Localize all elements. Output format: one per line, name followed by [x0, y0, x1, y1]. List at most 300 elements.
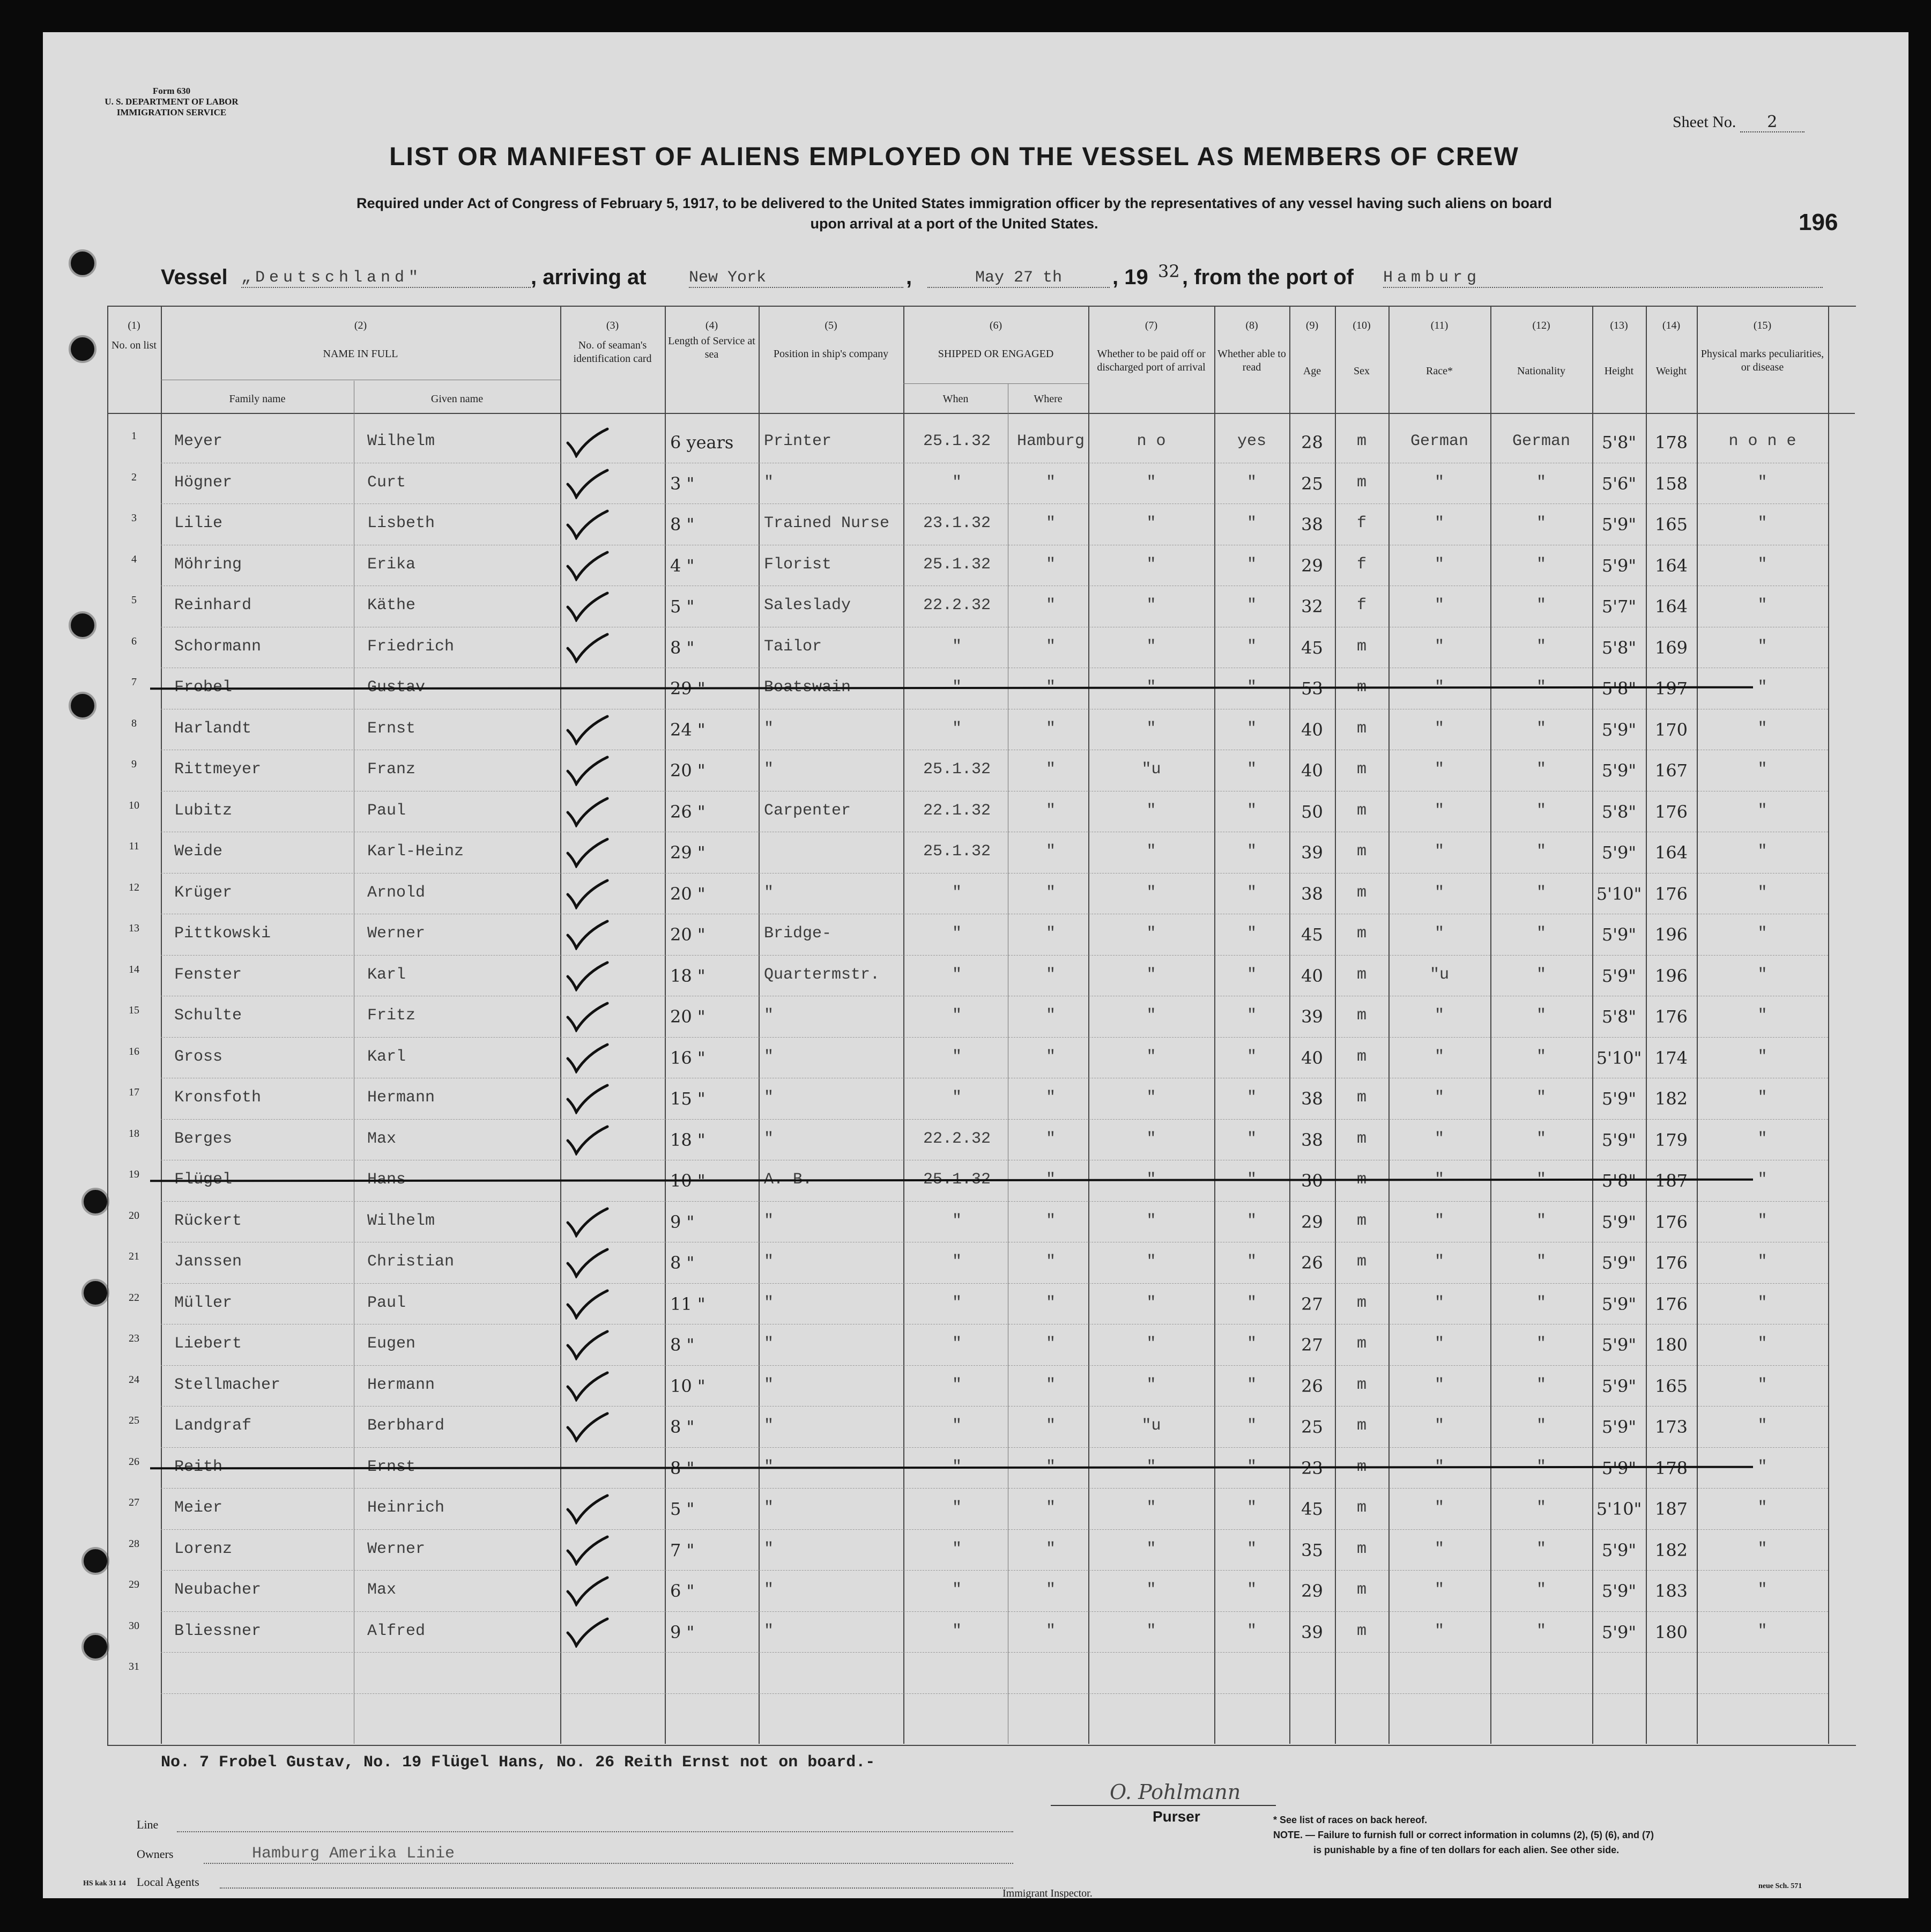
cell-given: Berbhard	[367, 1417, 445, 1435]
cell-family: Weide	[174, 842, 223, 861]
line-field	[177, 1831, 1013, 1832]
row-rule	[161, 873, 1828, 874]
punch-hole	[69, 692, 96, 720]
cell-family: Reith	[174, 1457, 223, 1476]
cell-given: Käthe	[367, 596, 416, 615]
cell-race: "u	[1429, 965, 1449, 984]
col-header-height: (13) Height	[1604, 320, 1634, 377]
cell-position: "	[764, 1375, 774, 1394]
cell-position: A. B.	[764, 1171, 813, 1189]
cell-when: "	[952, 1539, 962, 1558]
col-header-position: (5) Position in ship's company	[773, 320, 889, 360]
cell-read: "	[1246, 514, 1257, 532]
cell-service: 7 "	[670, 1539, 695, 1560]
cell-paid: "	[1146, 1581, 1156, 1599]
corner-code-right: neue Sch. 571	[1758, 1882, 1802, 1890]
cell-nationality: "	[1536, 1047, 1546, 1066]
cell-family: Rittmeyer	[174, 760, 262, 779]
row-rule	[161, 1693, 1828, 1694]
col-header-nationality: (12) Nationality	[1517, 320, 1565, 377]
col-header-when: When	[942, 393, 969, 405]
cell-race: German	[1410, 432, 1469, 450]
cell-family: Reinhard	[174, 596, 252, 615]
cell-nationality: "	[1536, 1581, 1546, 1599]
cell-where: "	[1045, 514, 1056, 532]
checkmark-icon	[566, 1411, 610, 1442]
cell-family: Landgraf	[174, 1417, 252, 1435]
row-number: 11	[129, 840, 139, 852]
cell-height: 5'8"	[1601, 678, 1637, 699]
cell-paid: "u	[1141, 760, 1161, 779]
cell-sex: m	[1356, 1581, 1366, 1599]
cell-height: 5'9"	[1601, 1129, 1637, 1150]
cell-race: "	[1434, 1211, 1444, 1230]
cell-nationality: "	[1536, 1006, 1546, 1025]
cell-position: Saleslady	[764, 596, 851, 615]
cell-service: 29 "	[670, 678, 705, 699]
cell-sex: m	[1356, 965, 1366, 984]
cell-position: Quartermstr.	[764, 965, 880, 984]
cell-service: 9 "	[670, 1211, 695, 1232]
cell-service: 10 "	[670, 1375, 705, 1396]
cell-service: 3 "	[670, 473, 695, 494]
cell-marks: "	[1757, 883, 1767, 902]
cell-weight: 180	[1654, 1335, 1688, 1355]
cell-position: Carpenter	[764, 801, 851, 820]
cell-paid: "	[1146, 1089, 1156, 1107]
cell-height: 5'8"	[1601, 432, 1637, 453]
cell-nationality: "	[1536, 1171, 1546, 1189]
row-rule	[161, 1037, 1828, 1038]
cell-service: 18 "	[670, 965, 705, 986]
stamp-number: 196	[1799, 209, 1838, 235]
cell-sex: m	[1356, 473, 1366, 492]
cell-where: "	[1045, 596, 1056, 615]
cell-when: 25.1.32	[923, 1171, 991, 1189]
cell-weight: 176	[1654, 883, 1688, 904]
cell-marks: "	[1757, 842, 1767, 861]
checkmark-icon	[566, 427, 610, 458]
cell-paid: "	[1146, 1457, 1156, 1476]
cell-race: "	[1434, 596, 1444, 615]
cell-nationality: "	[1536, 801, 1546, 820]
cell-paid: "	[1146, 1293, 1156, 1312]
cell-weight: 197	[1654, 678, 1688, 699]
cell-read: "	[1246, 555, 1257, 574]
cell-service: 10 "	[670, 1171, 705, 1191]
cell-read: "	[1246, 1375, 1257, 1394]
cell-height: 5'9"	[1601, 1457, 1637, 1478]
cell-position: "	[764, 719, 774, 738]
cell-age: 28	[1301, 432, 1323, 453]
cell-age: 45	[1301, 924, 1323, 945]
cell-height: 5'10"	[1596, 1499, 1642, 1519]
cell-marks: "	[1757, 924, 1767, 943]
cell-paid: "	[1146, 1253, 1156, 1271]
punch-hole	[69, 335, 96, 363]
cell-paid: "	[1146, 1335, 1156, 1353]
checkmark-icon	[566, 1083, 610, 1114]
cell-age: 39	[1301, 1006, 1323, 1027]
row-number: 30	[129, 1619, 139, 1632]
col-header-no: (1) No. on list	[112, 320, 157, 351]
cell-nationality: "	[1536, 842, 1546, 861]
cell-read: "	[1246, 1089, 1257, 1107]
cell-when: "	[952, 1417, 962, 1435]
footnotes	[1273, 1812, 1890, 1857]
cell-marks: "	[1757, 1539, 1767, 1558]
cell-service: 24 "	[670, 719, 705, 740]
cell-weight: 176	[1654, 1006, 1688, 1027]
arriving-label: , arriving at	[531, 265, 647, 289]
cell-paid: "	[1146, 1171, 1156, 1189]
cell-position: "	[764, 1253, 774, 1271]
cell-when: "	[952, 678, 962, 697]
cell-marks: "	[1757, 514, 1767, 532]
cell-when: 25.1.32	[923, 842, 991, 861]
col-header-shipped: (6) SHIPPED OR ENGAGED	[938, 320, 1054, 360]
cell-paid: "	[1146, 719, 1156, 738]
cell-paid: "	[1146, 596, 1156, 615]
cell-height: 5'9"	[1601, 1539, 1637, 1560]
cell-age: 27	[1301, 1335, 1323, 1355]
cell-family: Meier	[174, 1499, 223, 1517]
cell-weight: 183	[1654, 1581, 1688, 1601]
cell-where: "	[1045, 1417, 1056, 1435]
row-number: 4	[131, 553, 137, 565]
cell-height: 5'8"	[1601, 1006, 1637, 1027]
cell-weight: 178	[1654, 1457, 1688, 1478]
cell-sex: m	[1356, 801, 1366, 820]
cell-paid: "	[1146, 473, 1156, 492]
cell-read: "	[1246, 965, 1257, 984]
cell-sex: m	[1356, 1211, 1366, 1230]
cell-age: 27	[1301, 1293, 1323, 1314]
cell-paid: "	[1146, 1047, 1156, 1066]
row-number: 29	[129, 1579, 139, 1590]
cell-given: Paul	[367, 1293, 406, 1312]
cell-given: Franz	[367, 760, 416, 779]
cell-read: "	[1246, 1335, 1257, 1353]
cell-race: "	[1434, 1457, 1444, 1476]
cell-paid: "	[1146, 678, 1156, 697]
checkmark-icon	[566, 919, 610, 950]
checkmark-icon	[566, 1617, 610, 1648]
cell-height: 5'9"	[1601, 1293, 1637, 1314]
cell-age: 40	[1301, 965, 1323, 986]
cell-marks: "	[1757, 1335, 1767, 1353]
row-rule	[161, 1652, 1828, 1653]
cell-where: "	[1045, 678, 1056, 697]
row-rule	[161, 1570, 1828, 1571]
cell-age: 53	[1301, 678, 1323, 699]
cell-position: "	[764, 1622, 774, 1640]
cell-given: Werner	[367, 924, 426, 943]
cell-when: 25.1.32	[923, 555, 991, 574]
cell-nationality: "	[1536, 555, 1546, 574]
cell-race: "	[1434, 1417, 1444, 1435]
cell-service: 8 "	[670, 637, 695, 658]
cell-nationality: "	[1536, 1457, 1546, 1476]
cell-age: 39	[1301, 1622, 1323, 1642]
cell-when: "	[952, 1006, 962, 1025]
cell-when: "	[952, 1211, 962, 1230]
sheet-number-block	[1673, 113, 1804, 132]
sheet-label: Sheet No.	[1673, 113, 1736, 131]
checkmark-icon	[566, 1535, 610, 1566]
cell-weight: 176	[1654, 1253, 1688, 1273]
department-name: U. S. DEPARTMENT OF LABOR	[105, 97, 239, 107]
cell-service: 8 "	[670, 1253, 695, 1273]
cell-nationality: "	[1536, 924, 1546, 943]
form-number: Form 630	[152, 86, 191, 96]
row-number: 25	[129, 1415, 139, 1426]
cell-marks: "	[1757, 637, 1767, 656]
cell-given: Hermann	[367, 1089, 435, 1107]
cell-read: "	[1246, 1211, 1257, 1230]
page-subtitle	[177, 193, 1732, 234]
row-rule	[161, 1447, 1828, 1448]
cell-marks: "	[1757, 801, 1767, 820]
cell-read: "	[1246, 1499, 1257, 1517]
cell-height: 5'9"	[1601, 760, 1637, 781]
cell-paid: "	[1146, 555, 1156, 574]
cell-read: "	[1246, 842, 1257, 861]
cell-paid: "	[1146, 514, 1156, 532]
cell-when: "	[952, 473, 962, 492]
cell-age: 45	[1301, 637, 1323, 658]
cell-race: "	[1434, 555, 1444, 574]
row-number: 9	[131, 758, 137, 770]
col-header-id-card: (3) No. of seaman's identification card	[573, 320, 652, 365]
page-title: LIST OR MANIFEST OF ALIENS EMPLOYED ON THE VESSEL AS MEMBERS OF CREW	[389, 143, 1519, 171]
cell-weight: 165	[1654, 1375, 1688, 1396]
checkmark-icon	[566, 1575, 610, 1607]
cell-age: 38	[1301, 514, 1323, 535]
cell-height: 5'9"	[1601, 1581, 1637, 1601]
cell-service: 26 "	[670, 801, 705, 822]
checkmark-icon	[566, 1329, 610, 1360]
cell-height: 5'9"	[1601, 1417, 1637, 1437]
row-number: 5	[131, 594, 137, 606]
cell-when: "	[952, 1499, 962, 1517]
cell-paid: "	[1146, 1499, 1156, 1517]
cell-nationality: "	[1536, 1539, 1546, 1558]
cell-service: 4 "	[670, 555, 695, 576]
cell-given: Paul	[367, 801, 406, 820]
row-number: 28	[129, 1537, 139, 1550]
cell-family: Möhring	[174, 555, 242, 574]
cell-weight: 170	[1654, 719, 1688, 740]
cell-nationality: "	[1536, 1375, 1546, 1394]
cell-service: 16 "	[670, 1047, 705, 1068]
cell-nationality: "	[1536, 1499, 1546, 1517]
cell-read: "	[1246, 596, 1257, 615]
cell-age: 25	[1301, 1417, 1323, 1437]
cell-sex: m	[1356, 1622, 1366, 1640]
cell-read: "	[1246, 1417, 1257, 1435]
cell-when: "	[952, 924, 962, 943]
purser-signature: O. Pohlmann	[1110, 1780, 1241, 1804]
comma-separator: ,	[906, 265, 912, 289]
cell-sex: m	[1356, 1006, 1366, 1025]
manifest-sheet	[43, 32, 1908, 1898]
checkmark-icon	[566, 960, 610, 991]
row-number: 7	[131, 676, 137, 688]
from-label: , from the port of	[1182, 265, 1354, 289]
cell-position: Tailor	[764, 637, 822, 656]
cell-paid: "	[1146, 1622, 1156, 1640]
cell-race: "	[1434, 1335, 1444, 1353]
cell-when: "	[952, 719, 962, 738]
punch-hole	[81, 1633, 109, 1661]
checkmark-icon	[566, 509, 610, 540]
row-number: 18	[129, 1127, 139, 1139]
cell-position: "	[764, 1417, 774, 1435]
cell-given: Alfred	[367, 1622, 426, 1640]
cell-paid: "	[1146, 842, 1156, 861]
row-number: 16	[129, 1045, 139, 1057]
col-header-marks: (15) Physical marks peculiarities, or disease	[1700, 320, 1824, 373]
arrival-date: May 27 th	[927, 269, 1110, 288]
cell-read: "	[1246, 801, 1257, 820]
cell-marks: "	[1757, 1253, 1767, 1271]
cell-height: 5'8"	[1601, 637, 1637, 658]
cell-weight: 182	[1654, 1539, 1688, 1560]
row-number: 26	[129, 1455, 139, 1468]
cell-where: "	[1045, 883, 1056, 902]
cell-height: 5'10"	[1596, 1047, 1642, 1068]
cell-age: 32	[1301, 596, 1323, 617]
cell-read: "	[1246, 1457, 1257, 1476]
cell-where: "	[1045, 842, 1056, 861]
cell-race: "	[1434, 842, 1444, 861]
cell-marks: "	[1757, 1293, 1767, 1312]
cell-when: "	[952, 883, 962, 902]
cell-given: Wilhelm	[367, 1211, 435, 1230]
row-number: 1	[131, 430, 137, 442]
row-number: 15	[129, 1004, 139, 1016]
cell-nationality: "	[1536, 719, 1546, 738]
cell-sex: m	[1356, 1089, 1366, 1107]
cell-height: 5'9"	[1601, 965, 1637, 986]
cell-family: Bliessner	[174, 1622, 262, 1640]
cell-position: "	[764, 1457, 774, 1476]
col-header-given: Given name	[430, 393, 484, 405]
col-header-age: (9) Age	[1303, 320, 1321, 377]
cell-nationality: "	[1536, 637, 1546, 656]
col-header-weight: (14) Weight	[1655, 320, 1687, 377]
cell-given: Erika	[367, 555, 416, 574]
cell-weight: 187	[1654, 1171, 1688, 1191]
cell-service: 6 years	[670, 432, 734, 453]
cell-position: "	[764, 1581, 774, 1599]
cell-read: "	[1246, 924, 1257, 943]
cell-position: "	[764, 473, 774, 492]
cell-position: Printer	[764, 432, 832, 450]
row-number: 24	[129, 1373, 139, 1386]
cell-service: 11 "	[670, 1293, 705, 1314]
cell-paid: n o	[1137, 432, 1166, 450]
cell-position: Boatswain	[764, 678, 851, 697]
cell-given: Gustav	[367, 678, 426, 697]
cell-paid: "u	[1141, 1417, 1161, 1435]
cell-race: "	[1434, 473, 1444, 492]
cell-marks: "	[1757, 1581, 1767, 1599]
inspector-label: Immigrant Inspector.	[1002, 1887, 1093, 1899]
cell-nationality: "	[1536, 883, 1546, 902]
cell-when: "	[952, 1293, 962, 1312]
owners-label: Owners	[137, 1847, 174, 1861]
cell-age: 25	[1301, 473, 1323, 494]
row-rule	[161, 1283, 1828, 1284]
checkmark-icon	[566, 878, 610, 909]
cell-service: 8 "	[670, 514, 695, 535]
cell-paid: "	[1146, 924, 1156, 943]
cell-marks: "	[1757, 1375, 1767, 1394]
row-number: 20	[129, 1209, 139, 1222]
cell-age: 38	[1301, 1129, 1323, 1150]
cell-marks: n o n e	[1728, 432, 1796, 450]
cell-race: "	[1434, 1293, 1444, 1312]
cell-height: 5'9"	[1601, 924, 1637, 945]
checkmark-icon	[566, 714, 610, 745]
cell-height: 5'9"	[1601, 1253, 1637, 1273]
checkmark-icon	[566, 591, 610, 622]
cell-weight: 196	[1654, 924, 1688, 945]
cell-position: "	[764, 1006, 774, 1025]
cell-sex: m	[1356, 883, 1366, 902]
cell-weight: 182	[1654, 1089, 1688, 1109]
cell-marks: "	[1757, 719, 1767, 738]
cell-given: Wilhelm	[367, 432, 435, 450]
cell-given: Fritz	[367, 1006, 416, 1025]
col-header-sex: (10) Sex	[1353, 320, 1371, 377]
cell-when: 23.1.32	[923, 514, 991, 532]
cell-weight: 178	[1654, 432, 1688, 453]
cell-weight: 176	[1654, 1211, 1688, 1232]
cell-given: Hans	[367, 1171, 406, 1189]
cell-where: "	[1045, 1375, 1056, 1394]
cell-read: "	[1246, 1622, 1257, 1640]
cell-when: "	[952, 1375, 962, 1394]
cell-family: Pittkowski	[174, 924, 271, 943]
cell-family: Harlandt	[174, 719, 252, 738]
row-number: 22	[129, 1291, 139, 1304]
cell-when: 22.2.32	[923, 596, 991, 615]
cell-where: "	[1045, 637, 1056, 656]
cell-age: 38	[1301, 1089, 1323, 1109]
sheet-number: 2	[1740, 113, 1804, 132]
cell-nationality: "	[1536, 473, 1546, 492]
checkmark-icon	[566, 1493, 610, 1524]
cell-sex: m	[1356, 1129, 1366, 1148]
cell-age: 26	[1301, 1375, 1323, 1396]
cell-race: "	[1434, 637, 1444, 656]
col-header-family: Family name	[229, 393, 286, 405]
cell-sex: m	[1356, 1499, 1366, 1517]
cell-where: "	[1045, 1089, 1056, 1107]
cell-marks: "	[1757, 1499, 1767, 1517]
cell-sex: m	[1356, 719, 1366, 738]
cell-position: "	[764, 1089, 774, 1107]
col-header-where: Where	[1034, 393, 1063, 405]
cell-height: 5'7"	[1601, 596, 1637, 617]
cell-sex: m	[1356, 678, 1366, 697]
row-rule	[161, 1201, 1828, 1202]
cell-sex: f	[1356, 555, 1366, 574]
punch-hole	[81, 1547, 109, 1575]
